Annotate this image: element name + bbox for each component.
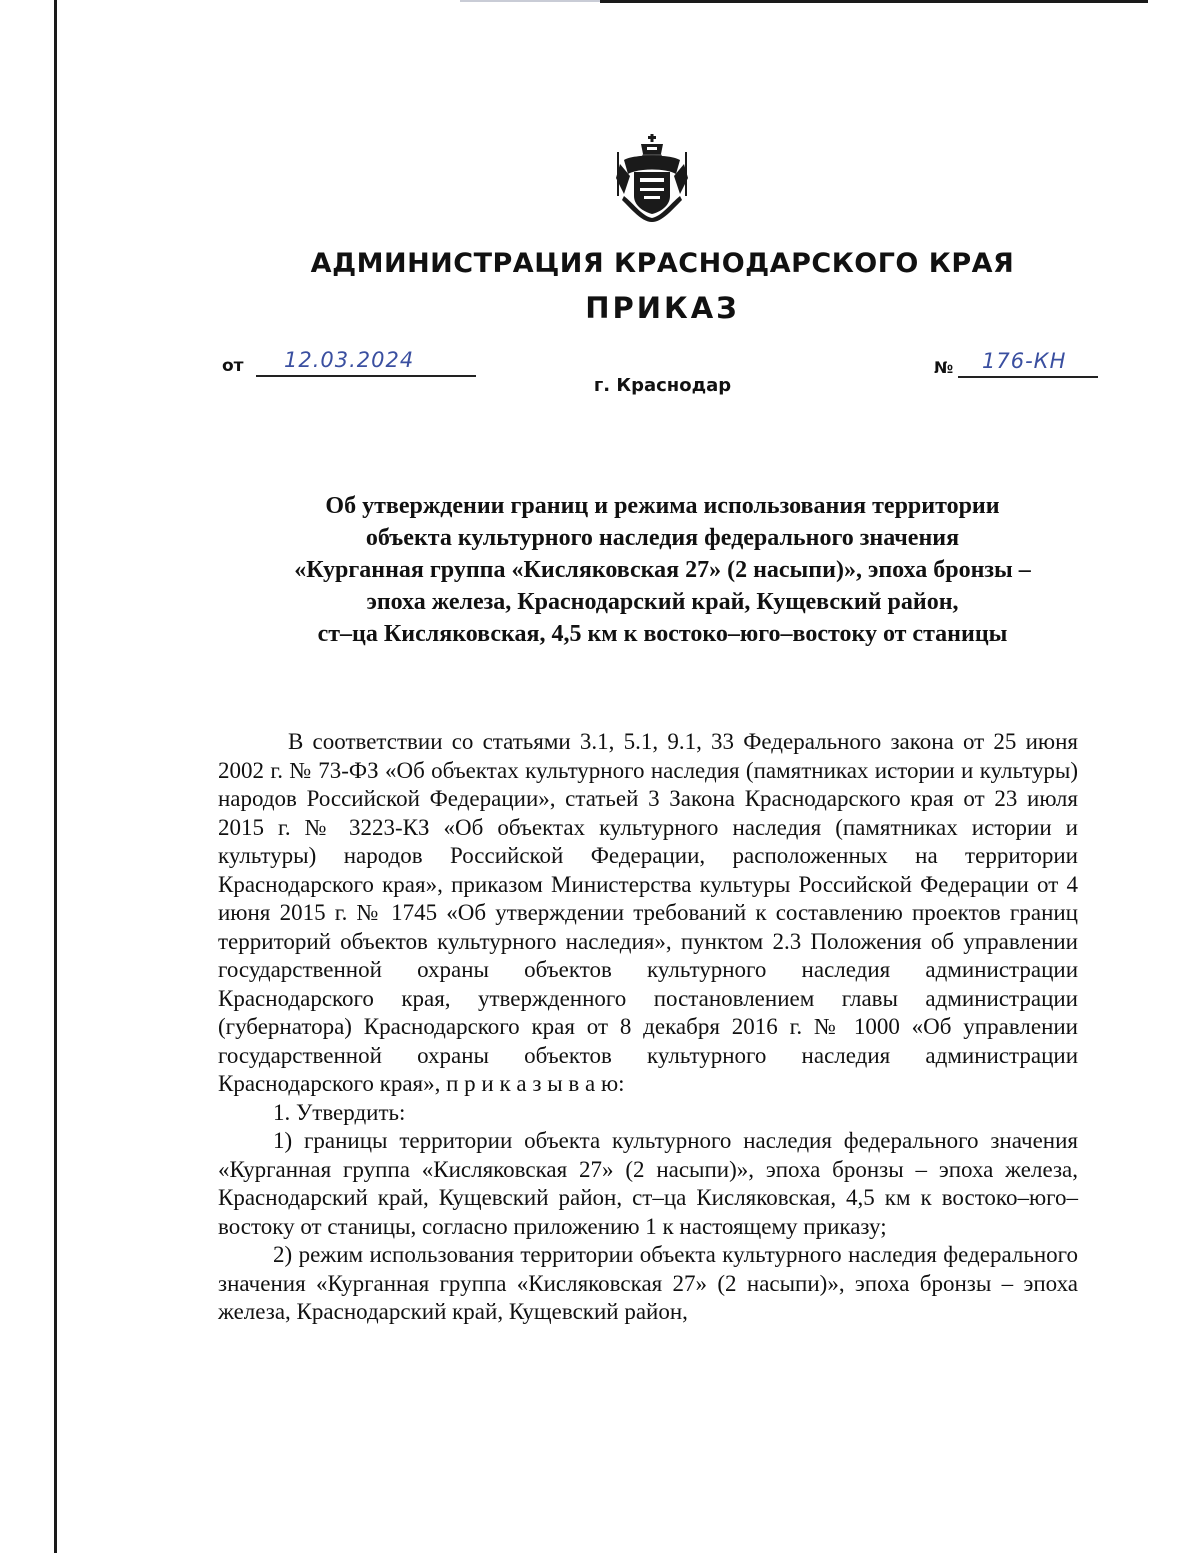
- number-label: №: [934, 358, 954, 377]
- scan-edge-top: [600, 0, 1148, 3]
- number-value: 176-КН: [982, 349, 1067, 373]
- title-line: объекта культурного наследия федерального значения: [365, 525, 960, 551]
- date-label: от: [222, 356, 244, 376]
- preamble-paragraph: В соответствии со статьями 3.1, 5.1, 9.1, 33 Федерального закона от 25 июня 2002 г. № 73-ФЗ «Об объектах культурного наследия (памятниках истории и культуры) народов Российской Федерации», статьей 3 Закона Краснодарского края от 23 июля 2015 г. № 3223-КЗ «Об объектах культурного наследия (памятниках истории и культуры) народов Российской Федерации, расположенных на территории Краснодарского края», приказом Министерства культуры Российской Федерации от 4 июня 2015 г. № 1745 «Об утверждении требований к составлению проектов границ территорий объектов культурного наследия», пунктом 2.3 Положения об управлении государственной охраны объектов культурного наследия администрации Краснодарского края, утвержденного постановлением главы администрации (губернатора) Краснодарского края от 8 декабря 2016 г. № 1000 «Об управлении государственной охраны объектов культурного наследия администрации Краснодарского края», п р и к а з ы в а ю:: [218, 729, 1078, 1096]
- coat-of-arms-icon: [614, 134, 690, 224]
- scan-edge-left: [54, 0, 57, 1553]
- title-line: ст–ца Кисляковская, 4,5 км к востоко–юго–востоку от станицы: [317, 621, 1008, 647]
- scan-edge-top-faint: [460, 0, 600, 2]
- title-line: «Курганная группа «Кисляковская 27» (2 насыпи)», эпоха бронзы –: [294, 557, 1031, 583]
- document-title: [200, 490, 1125, 650]
- title-line: Об утверждении границ и режима использования территории: [325, 493, 1000, 519]
- title-line: эпоха железа, Краснодарский край, Кущевский район,: [366, 589, 959, 615]
- organization-name: АДМИНИСТРАЦИЯ КРАСНОДАРСКОГО КРАЯ: [310, 248, 1015, 279]
- document-body: [218, 728, 1078, 1327]
- number-underline: [958, 376, 1098, 378]
- date-value: 12.03.2024: [284, 348, 415, 372]
- item-1-1: 1) границы территории объекта культурного наследия федерального значения «Курганная группа «Кисляковская 27» (2 насыпи)», эпоха бронзы – эпоха железа, Краснодарский край, Кущевский район, ст–ца Кисляковская, 4,5 км к востоко–юго–востоку от станицы, согласно приложению 1 к настоящему приказу;: [218, 1128, 1078, 1239]
- item-1-2: 2) режим использования территории объекта культурного наследия федерального значения «Курганная группа «Кисляковская 27» (2 насыпи)», эпоха бронзы – эпоха железа, Краснодарский край, Кущевский район,: [218, 1242, 1078, 1324]
- document-type: ПРИКАЗ: [585, 291, 740, 325]
- city: г. Краснодар: [593, 375, 732, 396]
- item-1: 1. Утвердить:: [273, 1099, 406, 1125]
